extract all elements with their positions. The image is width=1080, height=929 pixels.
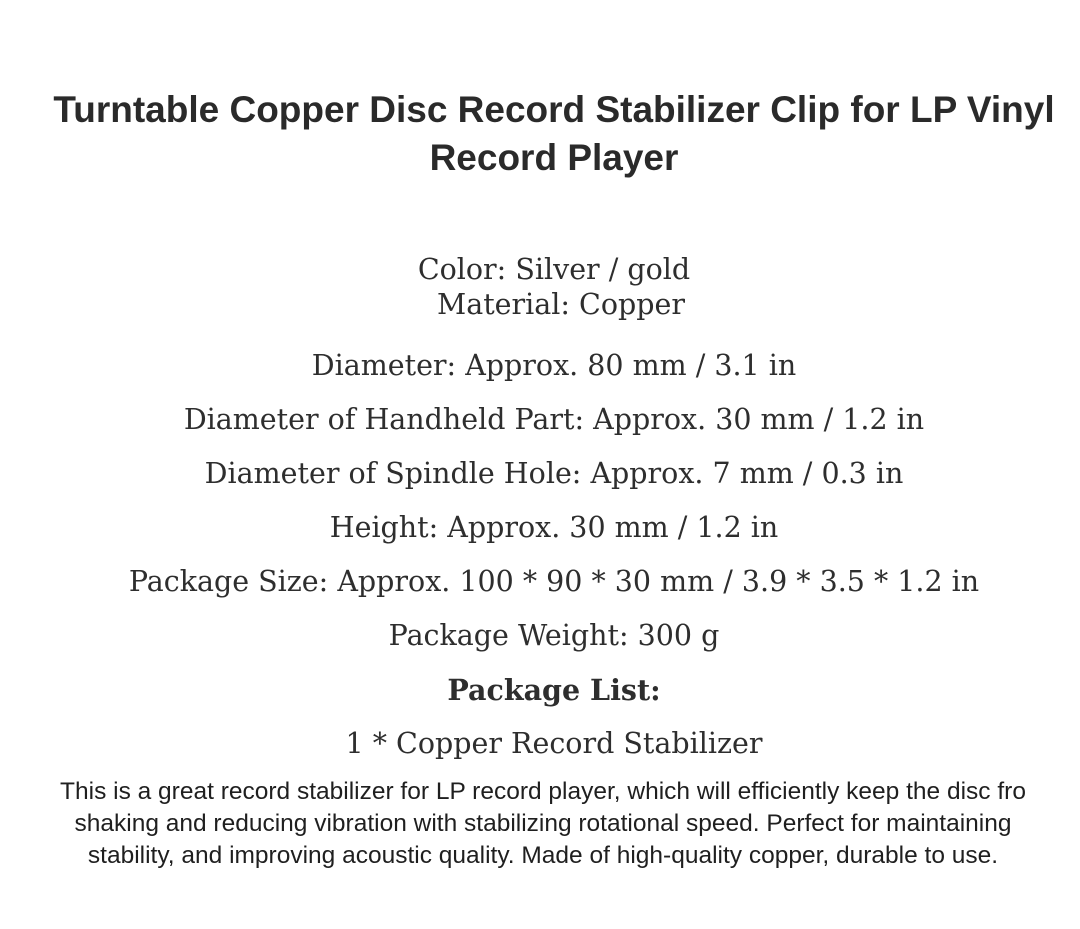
spec-spindle-hole: Diameter of Spindle Hole: Approx. 7 mm / 0.3 in	[204, 457, 904, 490]
description-line-2: shaking and reducing vibration with stabilizing rotational speed. Perfect for maintaining	[74, 810, 1012, 837]
spec-package-weight: Package Weight: 300 g	[388, 619, 720, 652]
spec-color: Color: Silver / gold	[417, 253, 691, 286]
product-title-line-2: Record Player	[429, 137, 679, 178]
description-line-1: This is a great record stabilizer for LP record player, which will efficiently keep the disc fro	[60, 778, 1026, 805]
product-title-line-1: Turntable Copper Disc Record Stabilizer Clip for LP Vinyl	[53, 89, 1055, 130]
spec-material: Material: Copper	[437, 288, 685, 321]
spec-package-size: Package Size: Approx. 100 * 90 * 30 mm / 3.9 * 3.5 * 1.2 in	[128, 565, 980, 598]
spec-height: Height: Approx. 30 mm / 1.2 in	[329, 511, 779, 544]
product-description	[0, 776, 1080, 872]
spec-color-material	[0, 252, 1080, 322]
spec-list	[0, 339, 1080, 771]
package-list-item: 1 * Copper Record Stabilizer	[345, 727, 763, 760]
spec-handheld-diameter: Diameter of Handheld Part: Approx. 30 mm / 1.2 in	[183, 403, 925, 436]
spec-diameter: Diameter: Approx. 80 mm / 3.1 in	[311, 349, 797, 382]
description-line-3: stability, and improving acoustic quality. Made of high-quality copper, durable to use.	[87, 842, 999, 869]
package-list-heading: Package List:	[447, 673, 661, 707]
product-title	[0, 86, 1080, 182]
